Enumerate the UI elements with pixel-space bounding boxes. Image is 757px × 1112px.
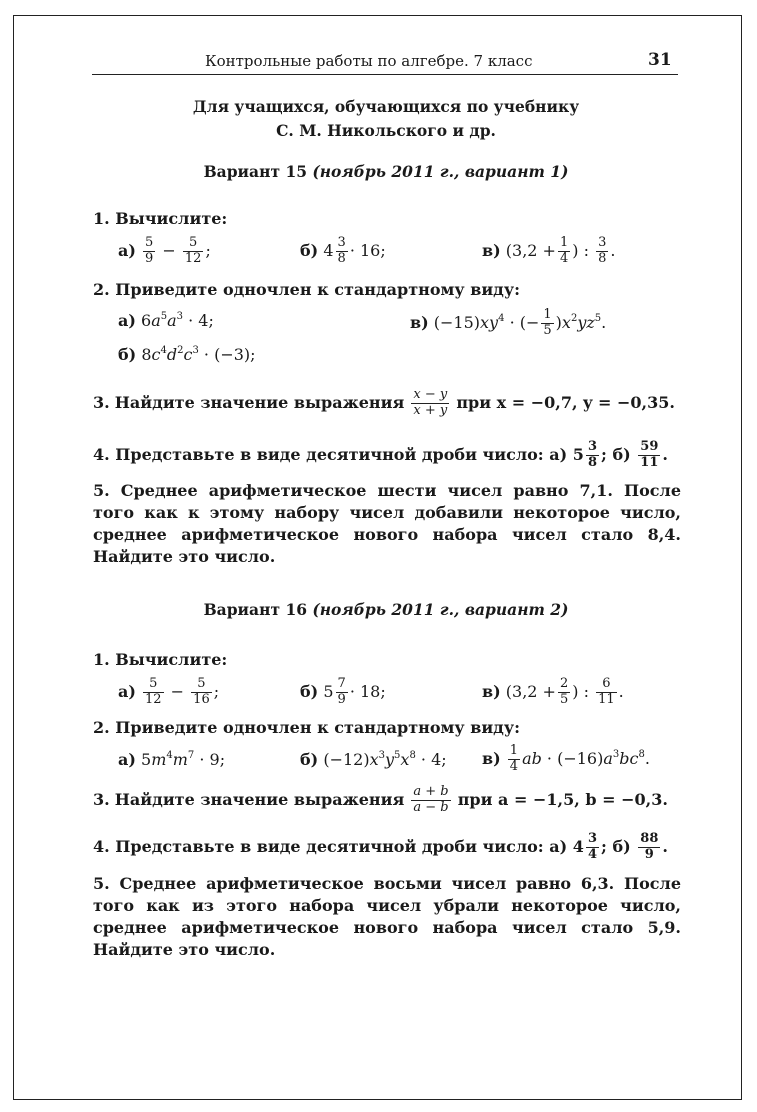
v15-task-5: 5. Среднее арифметическое шести чисел равно 7,1. После того как к этому набору чисел добавили некоторое число, среднее арифметическое нового набора чисел стало 8,4. Найдите это число. xyxy=(93,481,681,566)
v15-task-2a: а) $6a^5a^3 \cdot 4$; xyxy=(118,311,214,330)
intro-line-2: С. М. Никольского и др. xyxy=(276,121,496,140)
v15-task-2c: в) $(-15)xy^4$ · (− $\frac{1}{5}$ )$x^2yz^5$. xyxy=(410,307,607,338)
v15-task-1c: в) (3,2 + $\frac{1}{4}$ ) : $\frac{3}{8}$ . xyxy=(482,235,616,266)
v15-task-2: 2. Приведите одночлен к стандартному виду: xyxy=(93,280,520,299)
v16-task-5: 5. Среднее арифметическое восьми чисел равно 6,3. После того как из этого набора чисел убрали некоторое число, среднее арифметическое нового набора чисел стало 5,9. Найдите это число. xyxy=(93,874,681,959)
v16-task-3: 3. Найдите значение выражения $\frac{a + b}{a - b}$ при a = −1,5, b = −0,3. xyxy=(93,784,668,815)
v15-task-2b: б) $8c^4d^2c^3 \cdot (-3)$; xyxy=(118,345,256,364)
page-number: 31 xyxy=(648,50,672,70)
v15-task-1: 1. Вычислите: xyxy=(93,209,228,228)
variant-16-title: Вариант 16 (ноябрь 2011 г., вариант 2) xyxy=(203,600,569,619)
intro-line-1: Для учащихся, обучающихся по учебнику xyxy=(192,97,580,116)
v16-task-2: 2. Приведите одночлен к стандартному виду: xyxy=(93,718,520,737)
v16-task-1: 1. Вычислите: xyxy=(93,650,228,669)
v16-task-1b: б) 5 $\frac{7}{9}$ · 18; xyxy=(300,676,386,707)
v16-task-2a: а) $5m^4m^7 \cdot 9$; xyxy=(118,750,226,769)
v16-task-1c: в) (3,2 + $\frac{2}{5}$ ) : $\frac{6}{11}$ . xyxy=(482,676,624,707)
v16-task-2b: б) $(-12)x^3y^5x^8 \cdot 4$; xyxy=(300,750,447,769)
v16-task-4: 4. Представьте в виде десятичной дроби число: а) 4 $\frac{3}{4}$ ; б) $\frac{88}{9}$ . xyxy=(93,831,668,862)
v16-task-2c: в) $\frac{1}{4}$ ab · $(-16)a^3bc^8$. xyxy=(482,743,650,774)
variant-15-title: Вариант 15 (ноябрь 2011 г., вариант 1) xyxy=(203,162,569,181)
v15-task-1b: б) 4 $\frac{3}{8}$ · 16; xyxy=(300,235,386,266)
v15-task-1a: а) $\frac{5}{9}$ − $\frac{5}{12}$ ; xyxy=(118,235,211,266)
v15-task-4: 4. Представьте в виде десятичной дроби число: а) 5 $\frac{3}{8}$ ; б) $\frac{59}{11}$ . xyxy=(93,439,668,470)
v16-task-1a: а) $\frac{5}{12}$ − $\frac{5}{16}$ ; xyxy=(118,676,220,707)
header-rule xyxy=(92,74,678,75)
v15-task-3: 3. Найдите значение выражения $\frac{x - y}{x + y}$ при x = −0,7, y = −0,35. xyxy=(93,387,675,418)
running-header: Контрольные работы по алгебре. 7 класс xyxy=(205,52,533,70)
